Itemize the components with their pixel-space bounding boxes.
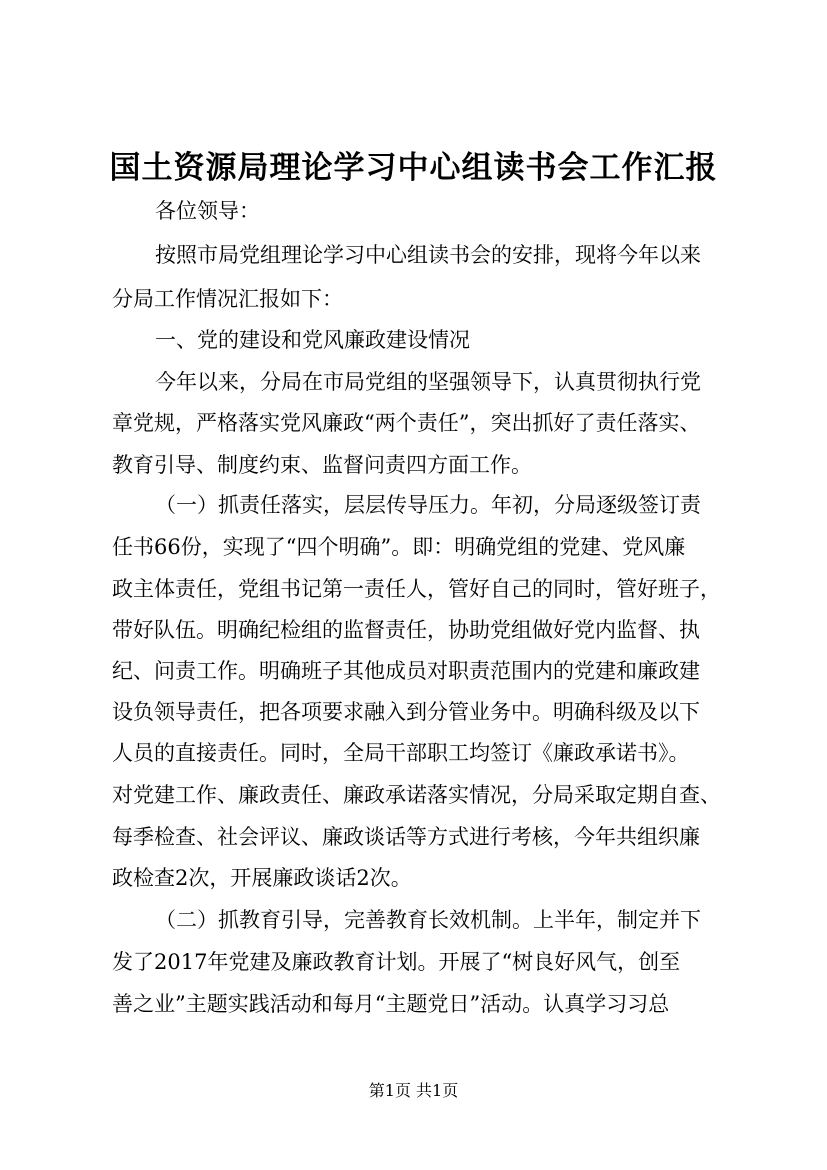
paragraph-line: 每季检查、社会评议、廉政谈话等方式进行考核，今年共组织廉 xyxy=(112,825,700,849)
paragraph-line: （一）抓责任落实，层层传导压力。年初，分局逐级签订责 xyxy=(155,493,701,517)
paragraph-line: 善之业”主题实践活动和每月“主题党日”活动。认真学习习总 xyxy=(112,992,670,1016)
paragraph-line: 人员的直接责任。同时，全局干部职工均签订《廉政承诺书》。 xyxy=(112,741,690,765)
paragraph-line: 分局工作情况汇报如下： xyxy=(112,287,343,311)
paragraph-line: 教育引导、制度约束、监督问责四方面工作。 xyxy=(112,453,532,477)
paragraph-line: 政检查2次，开展廉政谈话2次。 xyxy=(112,866,412,890)
paragraph-line: 发了2017年党建及廉政教育计划。开展了“树良好风气，创至 xyxy=(112,950,681,974)
paragraph-line: 章党规，严格落实党风廉政“两个责任”，突出抓好了责任落实、 xyxy=(112,411,701,435)
paragraph-line: 纪、问责工作。明确班子其他成员对职责范围内的党建和廉政建 xyxy=(112,659,700,683)
page-number: 第1页 共1页 xyxy=(368,1081,459,1100)
document-title: 国土资源局理论学习中心组读书会工作汇报 xyxy=(109,150,718,186)
paragraph-line: 按照市局党组理论学习中心组读书会的安排，现将今年以来 xyxy=(155,243,701,267)
paragraph-line: 带好队伍。明确纪检组的监督责任，协助党组做好党内监督、执 xyxy=(112,618,700,642)
section-heading: 一、党的建设和党风廉政建设情况 xyxy=(155,328,470,352)
paragraph-line: 设负领导责任，把各项要求融入到分管业务中。明确科级及以下 xyxy=(112,700,700,724)
paragraph-line: 政主体责任，党组书记第一责任人，管好自己的同时，管好班子， xyxy=(112,577,721,601)
salutation: 各位领导： xyxy=(155,199,260,223)
paragraph-line: 任书66份，实现了“四个明确”。即：明确党组的党建、党风廉 xyxy=(112,535,686,559)
paragraph-line: 今年以来，分局在市局党组的坚强领导下，认真贯彻执行党 xyxy=(155,370,701,394)
paragraph-line: （二）抓教育引导，完善教育长效机制。上半年，制定并下 xyxy=(155,908,701,932)
paragraph-line: 对党建工作、廉政责任、廉政承诺落实情况，分局采取定期自查、 xyxy=(112,783,721,807)
